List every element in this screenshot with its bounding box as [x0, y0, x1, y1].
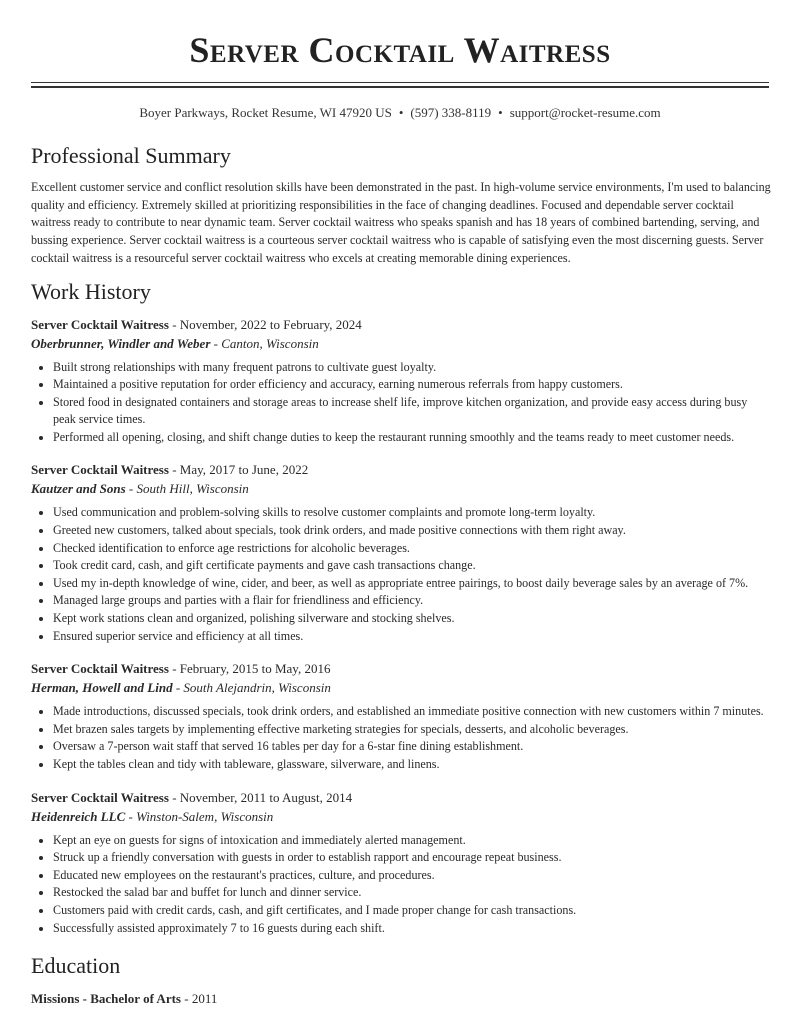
job-title: Server Cocktail Waitress [31, 661, 169, 677]
summary-text: Excellent customer service and conflict resolution skills have been demonstrated in the past. In high-volume service environments, I'm used to balancing quality and efficiency. Extremely skilled at prioritizing responsibilities in the face of changing deadlines. Focused and dependable server cocktail waitress ready to contribute to near dynamic team. Server cocktail waitress who speaks spanish and has 18 years of combined bartending, serving, and bussing experience. Server cocktail waitress is a courteous server cocktail waitress who is capable of satisfying even the most discerning guests. Server cocktail waitress is a resourceful server cocktail waitress who excels at creating memorable dining experiences. [31, 180, 771, 265]
contact-address: Boyer Parkways, Rocket Resume, WI 47920 US [139, 105, 392, 120]
job-title: Server Cocktail Waitress [31, 462, 169, 478]
summary-section [31, 141, 771, 268]
job-dates: - November, 2011 to August, 2014 [168, 789, 353, 805]
header-rule-bottom [31, 86, 769, 88]
job-bullet: • Maintained a positive reputation for order efficiency and accuracy, earning numerous referrals from happy customers. [53, 376, 771, 394]
company-name: Herman, Howell and Lind [31, 680, 173, 696]
job-entry [31, 788, 771, 938]
job-bullet: • Built strong relationships with many frequent patrons to cultivate guest loyalty. [53, 359, 771, 377]
education-section [31, 951, 771, 1008]
job-dates: - February, 2015 to May, 2016 [168, 661, 331, 677]
job-bullet: • Successfully assisted approximately 7 to 16 guests during each shift. [53, 920, 771, 938]
job-bullet: • Kept an eye on guests for signs of intoxication and immediately alerted management. [53, 832, 771, 850]
company-location: - Winston-Salem, Wisconsin [125, 808, 274, 824]
job-bullet: • Oversaw a 7-person wait staff that served 16 tables per day for a 6-star fine dining establishment. [53, 738, 771, 756]
company-location: - South Alejandrin, Wisconsin [172, 680, 331, 696]
contact-separator: • [498, 105, 503, 120]
job-bullet: • Used my in-depth knowledge of wine, cider, and beer, as well as appropriate entree pairings, to boost daily beverage sales by an average of 7%. [53, 575, 771, 593]
job-bullet: • Kept work stations clean and organized, polishing silverware and stocking shelves. [53, 610, 771, 628]
contact-phone: (597) 338-8119 [410, 105, 492, 120]
job-bullets [31, 359, 771, 447]
resume-name: Server Cocktail Waitress [189, 30, 611, 70]
job-bullet: • Stored food in designated containers and storage areas to increase shelf life, improve kitchen organization, and provide easy access during busy peak service times. [53, 394, 771, 429]
job-title-line [31, 460, 771, 479]
company-name: Kautzer and Sons [31, 481, 126, 497]
education-year: - 2011 [180, 991, 218, 1007]
job-bullet: • Kept the tables clean and tidy with tableware, glassware, silverware, and linens. [53, 756, 771, 774]
company-name: Heidenreich LLC [31, 808, 126, 824]
job-bullets [31, 504, 771, 645]
job-entry [31, 460, 771, 645]
company-line [31, 334, 771, 353]
company-name: Oberbrunner, Windler and Weber [31, 335, 211, 351]
summary-heading: Professional Summary [31, 143, 231, 168]
job-bullet: • Made introductions, discussed specials, took drink orders, and established an immediate positive connection with new customers within 7 minutes. [53, 703, 771, 721]
job-bullet: • Met brazen sales targets by implementing effective marketing strategies for specials, desserts, and alcoholic beverages. [53, 721, 771, 739]
job-bullet: • Ensured superior service and efficiency at all times. [53, 628, 771, 646]
header-rule-top [31, 82, 769, 83]
education-entry [31, 989, 771, 1008]
job-title-line [31, 315, 771, 334]
work-history-heading: Work History [31, 278, 151, 304]
job-title: Server Cocktail Waitress [31, 316, 169, 332]
education-heading: Education [31, 953, 121, 979]
job-bullet: • Performed all opening, closing, and shift change duties to keep the restaurant running smoothly and the teams ready to meet customer needs. [53, 429, 771, 447]
resume-content [31, 141, 771, 1008]
contact-separator: • [398, 105, 404, 120]
job-dates: - November, 2022 to February, 2024 [168, 316, 362, 332]
job-dates: - May, 2017 to June, 2022 [168, 462, 309, 478]
company-line [31, 678, 771, 697]
job-entry [31, 315, 771, 447]
job-title: Server Cocktail Waitress [31, 789, 169, 805]
company-line [31, 479, 771, 498]
job-title-line [31, 788, 771, 807]
job-bullet: • Greeted new customers, talked about specials, took drink orders, and made positive connections with them right away. [53, 522, 771, 540]
company-location: - Canton, Wisconsin [210, 335, 319, 351]
contact-email: support@rocket-resume.com [509, 105, 661, 120]
job-bullets [31, 703, 771, 773]
company-line [31, 807, 771, 826]
job-bullets [31, 832, 771, 938]
job-bullet: • Managed large groups and parties with a flair for friendliness and efficiency. [53, 592, 771, 610]
job-title-line [31, 659, 771, 678]
job-entry [31, 659, 771, 773]
job-bullet: • Checked identification to enforce age restrictions for alcoholic beverages. [53, 540, 771, 558]
job-bullet: • Customers paid with credit cards, cash, and gift certificates, and I made proper change for cash transactions. [53, 902, 771, 920]
contact-line [0, 105, 800, 121]
company-location: - South Hill, Wisconsin [125, 481, 249, 497]
education-degree: Missions - Bachelor of Arts [31, 991, 181, 1007]
job-bullet: • Educated new employees on the restaurant's practices, culture, and procedures. [53, 867, 771, 885]
job-bullet: • Took credit card, cash, and gift certificate payments and gave cash transactions change. [53, 557, 771, 575]
job-bullet: • Restocked the salad bar and buffet for lunch and dinner service. [53, 884, 771, 902]
work-history-section [31, 277, 771, 938]
job-bullet: • Struck up a friendly conversation with guests in order to establish rapport and encourage repeat business. [53, 849, 771, 867]
job-bullet: • Used communication and problem-solving skills to resolve customer complaints and promote long-term loyalty. [53, 504, 771, 522]
